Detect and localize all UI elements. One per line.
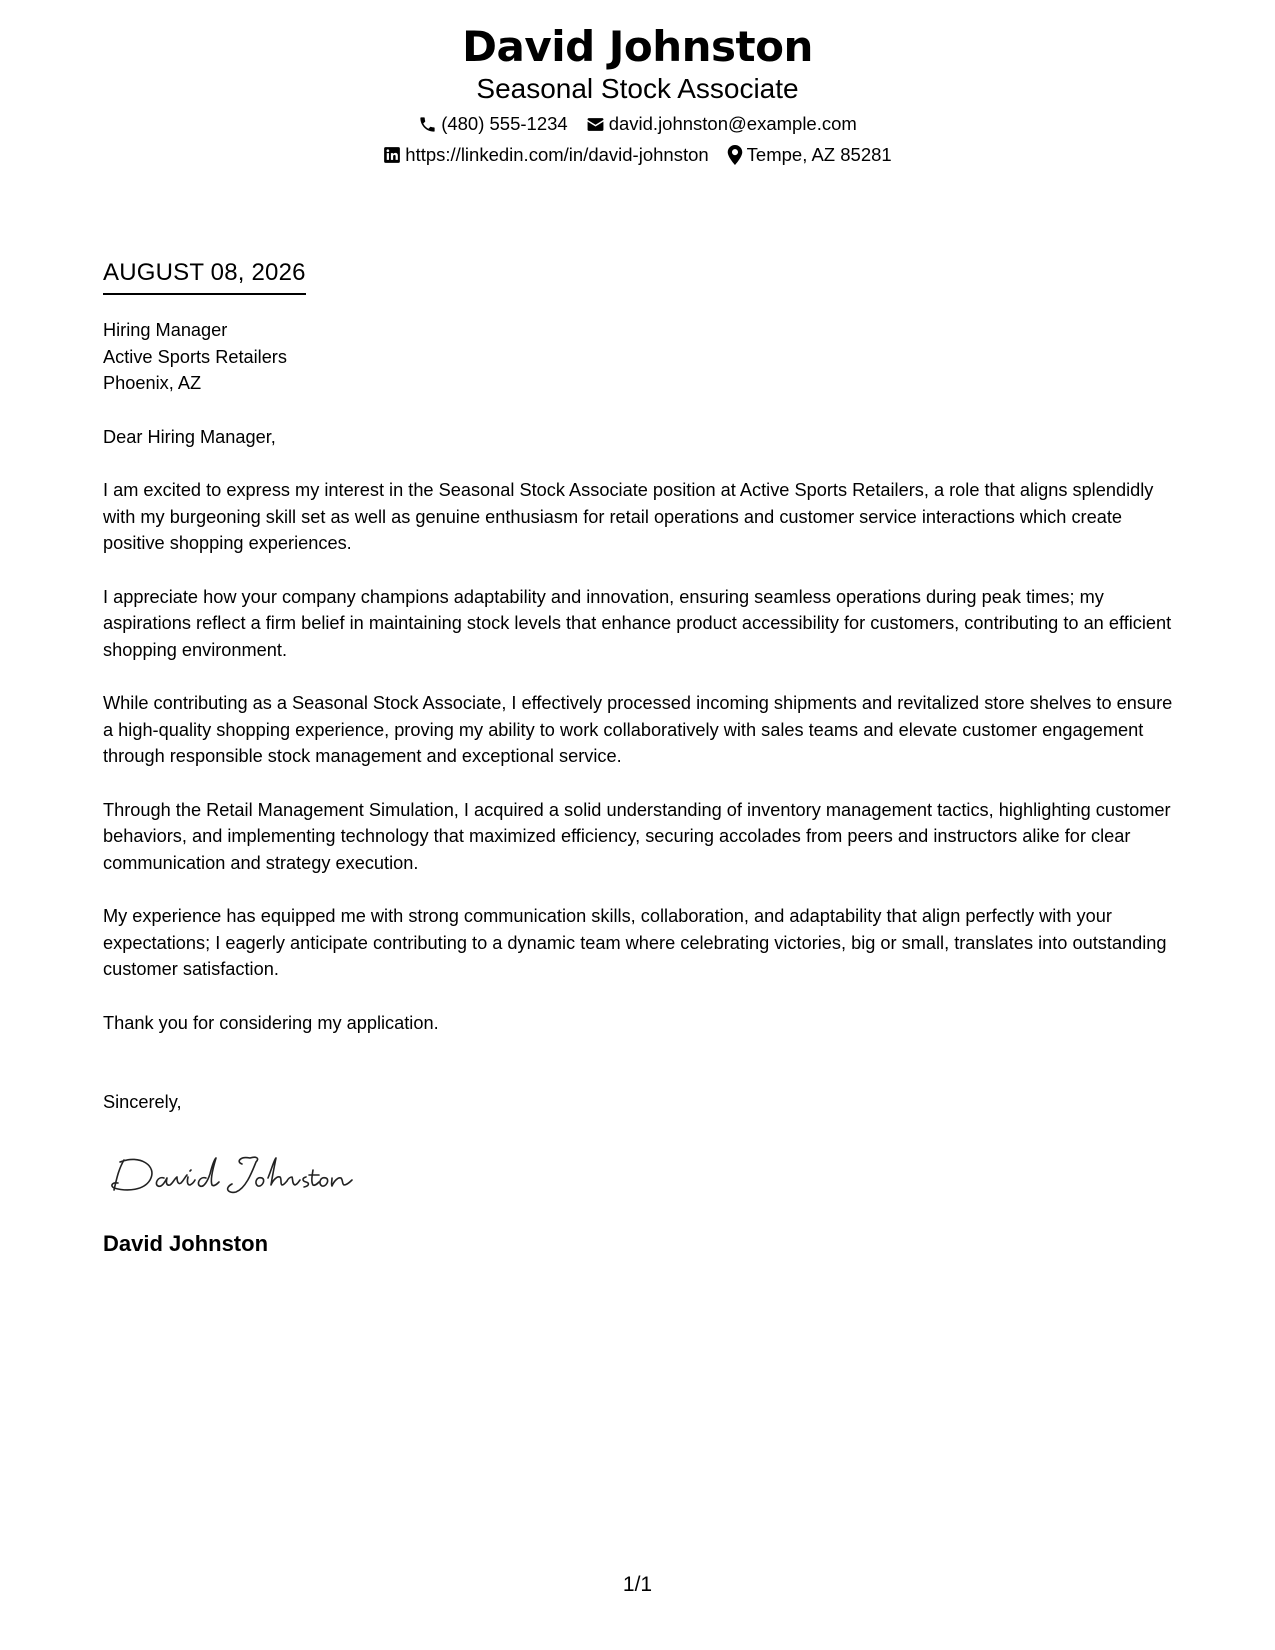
location-text: Tempe, AZ 85281 bbox=[746, 144, 892, 165]
paragraph-simulation: Through the Retail Management Simulation, I acquired a solid understanding of inventory management tactics, highlighting customer behaviors, and implementing technology that maximized efficiency, securing accolades from peers and instructors alike for clear communication and strategy execution. bbox=[103, 799, 1171, 873]
letter-date: AUGUST 08, 2026 bbox=[103, 258, 306, 295]
phone-icon bbox=[418, 115, 437, 134]
paragraph-experience: While contributing as a Seasonal Stock Associate, I effectively processed incoming shipments and revitalized store shelves to ensure a high-quality shopping experience, proving my ability to work collaboratively with sales teams and elevate customer engagement through responsible stock management and exceptional service. bbox=[103, 693, 1173, 766]
handwritten-signature bbox=[110, 1148, 360, 1198]
letter-body bbox=[103, 317, 1178, 1116]
recipient-company: Active Sports Retailers bbox=[103, 346, 287, 367]
contact-linkedin[interactable] bbox=[383, 144, 708, 166]
paragraph-thanks: Thank you for considering my application. bbox=[103, 1012, 439, 1033]
recipient-block bbox=[103, 317, 1178, 397]
page-number: 1/1 bbox=[622, 1573, 653, 1596]
applicant-role: Seasonal Stock Associate bbox=[476, 73, 799, 104]
applicant-name: David Johnston bbox=[462, 22, 813, 71]
contact-phone bbox=[418, 113, 568, 135]
closing: Sincerely, bbox=[103, 1092, 182, 1112]
letter-header bbox=[0, 22, 1275, 166]
recipient-location: Phoenix, AZ bbox=[103, 373, 202, 393]
contact-email[interactable] bbox=[586, 113, 857, 135]
signed-name: David Johnston bbox=[103, 1231, 269, 1256]
envelope-icon bbox=[586, 115, 605, 134]
paragraph-intro: I am excited to express my interest in the Seasonal Stock Associate position at Active Sports Retailers, a role that aligns splendidly with my burgeoning skill set as well as genuine enthusiasm for retail operations and customer service interactions which create positive shopping experiences. bbox=[103, 480, 1154, 553]
contact-row-primary bbox=[0, 113, 1275, 135]
linkedin-text[interactable]: https://linkedin.com/in/david-johnston bbox=[405, 144, 709, 165]
phone-text: (480) 555-1234 bbox=[441, 113, 568, 134]
map-pin-icon bbox=[727, 145, 743, 165]
paragraph-company-fit: I appreciate how your company champions adaptability and innovation, ensuring seamless operations during peak times; my aspirations reflect a firm belief in maintaining stock levels that enhance product accessibility for customers, contributing to an efficient shopping environment. bbox=[103, 586, 1172, 660]
recipient-title: Hiring Manager bbox=[103, 320, 228, 340]
contact-location bbox=[727, 144, 892, 166]
linkedin-icon bbox=[383, 146, 401, 164]
email-text[interactable]: david.johnston@example.com bbox=[608, 113, 857, 134]
salutation: Dear Hiring Manager, bbox=[103, 426, 276, 447]
contact-row-secondary bbox=[0, 144, 1275, 166]
paragraph-skills: My experience has equipped me with strong communication skills, collaboration, and adaptability that align perfectly with your expectations; I eagerly anticipate contributing to a dynamic team where celebrating victories, big or small, translates into outstanding customer satisfaction. bbox=[103, 906, 1167, 979]
